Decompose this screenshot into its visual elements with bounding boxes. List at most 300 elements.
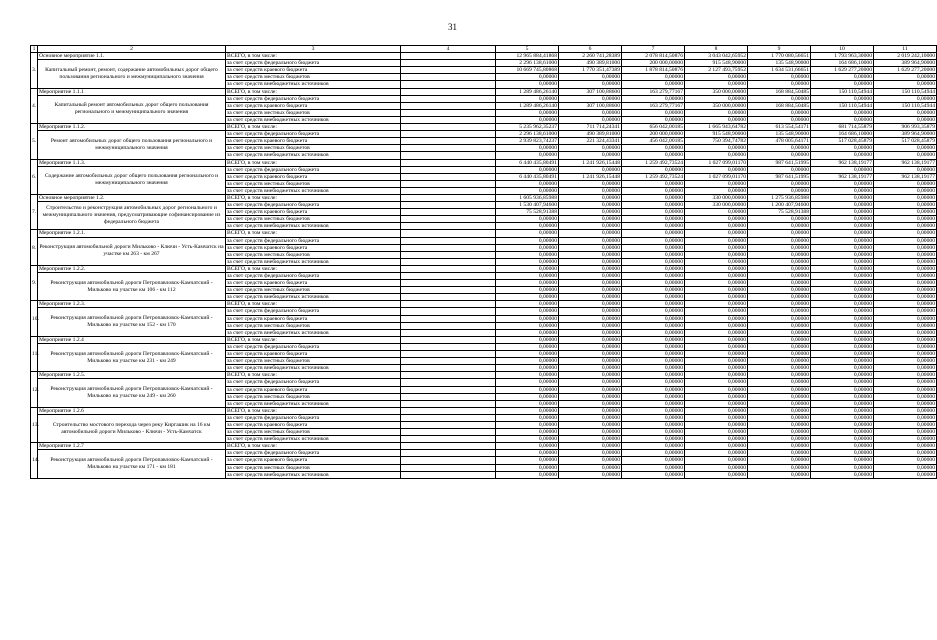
value-cell: 0,00000 [559,202,622,209]
value-cell: 0,00000 [622,237,685,244]
value-cell: 0,00000 [748,471,811,478]
value-cell: 0,00000 [811,471,874,478]
value-cell: 0,00000 [748,322,811,329]
value-cell: 0,00000 [748,265,811,272]
value-cell: 0,00000 [748,287,811,294]
table-row [31,88,937,95]
value-cell: 0,00000 [622,393,685,400]
value-cell: 0,00000 [559,166,622,173]
value-cell: 0,00000 [559,280,622,287]
table-row [31,443,937,450]
value-cell: 0,00000 [748,358,811,365]
value-cell: 0,00000 [748,464,811,471]
column-header: 8 [685,46,748,53]
value-cell: 0,00000 [685,273,748,280]
value-cell: 0,00000 [622,372,685,379]
value-cell: 0,00000 [622,265,685,272]
value-cell: 0,00000 [685,414,748,421]
column-header: 7 [622,46,685,53]
value-cell: 0,00000 [874,180,937,187]
value-cell: 0,00000 [874,450,937,457]
value-cell: 0,00000 [748,365,811,372]
row-index: 12. [31,372,38,407]
value-cell: 0,00000 [559,414,622,421]
value-cell: 681 714,55879 [811,124,874,131]
value-cell: 0,00000 [874,464,937,471]
value-cell: 0,00000 [622,457,685,464]
value-cell: 0,00000 [496,294,559,301]
value-cell: 478 005,64171 [748,138,811,145]
value-cell: 0,00000 [496,450,559,457]
value-cell: 0,00000 [622,194,685,201]
value-cell: 221 324,43341 [559,138,622,145]
value-cell: 0,00000 [559,443,622,450]
funding-source: за счет средств краевого бюджета [226,386,401,393]
value-cell: 0,00000 [622,251,685,258]
value-cell: 0,00000 [559,393,622,400]
value-cell: 0,00000 [685,407,748,414]
table-row [31,60,937,67]
funding-source: за счет средств краевого бюджета [226,138,401,145]
column-header: 1 [31,46,38,53]
value-cell: 0,00000 [748,81,811,88]
value-cell: 0,00000 [559,187,622,194]
funding-source: за счет средств внебюджетных источников [226,187,401,194]
value-cell: 0,00000 [685,393,748,400]
value-cell: 1 289 486,26140 [496,102,559,109]
value-cell: 0,00000 [811,421,874,428]
value-cell: 0,00000 [622,365,685,372]
value-cell: 0,00000 [874,202,937,209]
value-cell: 987 641,51995 [748,159,811,166]
row-index: 6. [31,159,38,194]
empty-cell [401,414,496,421]
value-cell: 0,00000 [748,457,811,464]
value-cell: 0,00000 [496,81,559,88]
value-cell: 389 964,90000 [874,60,937,67]
value-cell: 0,00000 [874,209,937,216]
value-cell: 0,00000 [622,244,685,251]
value-cell: 0,00000 [811,329,874,336]
value-cell: 0,00000 [811,116,874,123]
value-cell: 0,00000 [496,351,559,358]
value-cell: 0,00000 [748,74,811,81]
value-cell: 0,00000 [685,450,748,457]
value-cell: 0,00000 [559,145,622,152]
value-cell: 0,00000 [559,464,622,471]
value-cell: 0,00000 [622,464,685,471]
value-cell: 0,00000 [748,450,811,457]
value-cell: 0,00000 [559,216,622,223]
value-cell: 656 042,00185 [622,124,685,131]
value-cell: 0,00000 [622,187,685,194]
empty-cell [401,372,496,379]
table-row [31,237,937,244]
value-cell: 0,00000 [748,152,811,159]
empty-cell [401,436,496,443]
column-header: 9 [748,46,811,53]
measure-name: Реконструкция автомобильной дороги Петропавловск-Камчатский - Мильково на участке км 106 - км 112 [38,273,226,301]
value-cell: 330 000,00000 [685,194,748,201]
value-cell: 0,00000 [559,116,622,123]
funding-source: за счет средств федерального бюджета [226,414,401,421]
value-cell: 0,00000 [559,109,622,116]
funding-source: за счет средств краевого бюджета [226,244,401,251]
empty-cell [401,194,496,201]
value-cell: 0,00000 [622,329,685,336]
value-cell: 0,00000 [811,393,874,400]
value-cell: 0,00000 [559,180,622,187]
table-row [31,372,937,379]
value-cell: 0,00000 [622,109,685,116]
funding-source: ВСЕГО, в том числе: [226,336,401,343]
value-cell: 0,00000 [748,379,811,386]
value-cell: 1 629 277,20000 [874,67,937,74]
funding-source: за счет средств федерального бюджета [226,60,401,67]
value-cell: 0,00000 [685,145,748,152]
value-cell: 0,00000 [559,237,622,244]
empty-cell [401,202,496,209]
value-cell: 0,00000 [496,315,559,322]
value-cell: 0,00000 [811,74,874,81]
value-cell: 168 884,50485 [748,88,811,95]
funding-source: за счет средств местных бюджетов [226,429,401,436]
table-row [31,343,937,350]
funding-source: ВСЕГО, в том числе: [226,301,401,308]
column-header: 2 [38,46,226,53]
value-cell: 0,00000 [874,81,937,88]
value-cell: 0,00000 [748,308,811,315]
value-cell: 0,00000 [874,244,937,251]
value-cell: 0,00000 [496,265,559,272]
value-cell: 0,00000 [622,308,685,315]
value-cell: 0,00000 [559,265,622,272]
row-index: 9. [31,265,38,300]
funding-source: за счет средств местных бюджетов [226,145,401,152]
value-cell: 0,00000 [811,287,874,294]
empty-cell [401,152,496,159]
value-cell: 0,00000 [496,393,559,400]
value-cell: 915 548,90000 [685,60,748,67]
value-cell: 0,00000 [874,187,937,194]
empty-cell [401,429,496,436]
value-cell: 0,00000 [874,343,937,350]
empty-cell [401,88,496,95]
value-cell: 0,00000 [496,329,559,336]
value-cell: 0,00000 [874,265,937,272]
measure-name: Строительство мостового перехода через реку Киргашик на 16 км автомобильной дороги Мильково - Ключи - Усть-Камчатск [38,414,226,442]
value-cell: 0,00000 [811,315,874,322]
value-cell: 0,00000 [811,230,874,237]
value-cell: 0,00000 [685,443,748,450]
value-cell: 0,00000 [874,258,937,265]
value-cell: 0,00000 [622,273,685,280]
empty-cell [401,280,496,287]
value-cell: 0,00000 [496,443,559,450]
value-cell: 0,00000 [559,152,622,159]
value-cell: 0,00000 [685,457,748,464]
value-cell: 0,00000 [811,180,874,187]
value-cell: 0,00000 [874,457,937,464]
value-cell: 135 548,90000 [748,60,811,67]
empty-cell [401,443,496,450]
funding-source: за счет средств краевого бюджета [226,67,401,74]
value-cell: 0,00000 [622,152,685,159]
value-cell: 0,00000 [748,414,811,421]
column-header: 10 [811,46,874,53]
funding-source: за счет средств федерального бюджета [226,95,401,102]
value-cell: 0,00000 [874,379,937,386]
value-cell: 0,00000 [748,386,811,393]
value-cell: 0,00000 [811,301,874,308]
value-cell: 0,00000 [622,429,685,436]
empty-cell [401,166,496,173]
empty-cell [401,230,496,237]
funding-source: за счет средств федерального бюджета [226,273,401,280]
value-cell: 0,00000 [874,386,937,393]
value-cell: 0,00000 [622,209,685,216]
funding-source: за счет средств краевого бюджета [226,280,401,287]
funding-source: ВСЕГО, в том числе: [226,407,401,414]
value-cell: 0,00000 [685,244,748,251]
value-cell: 0,00000 [685,287,748,294]
value-cell: 1 027 099,01170 [685,159,748,166]
measure-title: Мероприятие 1.2.1. [38,230,226,237]
value-cell: 0,00000 [811,258,874,265]
value-cell: 3 043 042,65952 [685,53,748,60]
value-cell: 456 042,00185 [622,138,685,145]
value-cell: 0,00000 [811,443,874,450]
value-cell: 962 138,19177 [811,159,874,166]
value-cell: 0,00000 [811,379,874,386]
funding-source: за счет средств краевого бюджета [226,209,401,216]
value-cell: 200 000,00000 [622,131,685,138]
value-cell: 164 686,10000 [811,131,874,138]
value-cell: 0,00000 [622,443,685,450]
value-cell: 0,00000 [874,393,937,400]
measure-name: Реконструкция автомобильной дороги Петропавловск-Камчатский - Мильково на участке км 171 - км 181 [38,450,226,478]
value-cell: 389 964,90000 [874,131,937,138]
value-cell: 0,00000 [622,216,685,223]
value-cell: 0,00000 [748,436,811,443]
value-cell: 0,00000 [748,336,811,343]
value-cell: 1 665 943,64782 [685,124,748,131]
value-cell: 0,00000 [559,194,622,201]
value-cell: 0,00000 [874,322,937,329]
value-cell: 0,00000 [496,287,559,294]
value-cell: 0,00000 [811,372,874,379]
empty-cell [401,131,496,138]
value-cell: 0,00000 [685,301,748,308]
value-cell: 0,00000 [559,407,622,414]
measure-name: Реконструкция автомобильной дороги Петропавловск-Камчатский - Мильково на участке км 152 - км 170 [38,308,226,336]
value-cell: 0,00000 [559,244,622,251]
funding-source: за счет средств федерального бюджета [226,379,401,386]
value-cell: 0,00000 [748,315,811,322]
value-cell: 0,00000 [559,223,622,230]
funding-source: за счет средств местных бюджетов [226,358,401,365]
value-cell: 0,00000 [748,301,811,308]
value-cell: 2 127 493,75952 [685,67,748,74]
empty-cell [401,223,496,230]
value-cell: 0,00000 [622,280,685,287]
value-cell: 0,00000 [496,358,559,365]
value-cell: 0,00000 [874,166,937,173]
measure-title: Мероприятие 1.2.4 [38,336,226,343]
funding-source: за счет средств федерального бюджета [226,308,401,315]
table-row [31,53,937,60]
empty-cell [401,365,496,372]
value-cell: 0,00000 [748,109,811,116]
value-cell: 0,00000 [811,237,874,244]
value-cell: 307 100,88600 [559,88,622,95]
value-cell: 0,00000 [811,209,874,216]
value-cell: 0,00000 [496,407,559,414]
value-cell: 350 000,00000 [685,102,748,109]
value-cell: 0,00000 [685,358,748,365]
column-header: 3 [226,46,401,53]
value-cell: 0,00000 [559,421,622,428]
value-cell: 0,00000 [685,400,748,407]
funding-source: за счет средств местных бюджетов [226,109,401,116]
table-row [31,308,937,315]
value-cell: 1 259 492,73524 [622,173,685,180]
empty-cell [401,457,496,464]
value-cell: 0,00000 [559,301,622,308]
empty-cell [401,273,496,280]
measure-title: Мероприятие 1.1.2. [38,124,226,131]
measure-name: Ремонт автомобильных дорог общего пользования регионального и межмуниципального значения [38,131,226,159]
value-cell: 0,00000 [748,216,811,223]
value-cell: 987 641,51995 [748,173,811,180]
empty-cell [401,301,496,308]
value-cell: 0,00000 [496,230,559,237]
empty-cell [401,379,496,386]
value-cell: 0,00000 [496,166,559,173]
value-cell: 0,00000 [496,379,559,386]
value-cell: 0,00000 [874,145,937,152]
empty-cell [401,216,496,223]
funding-source: за счет средств внебюджетных источников [226,152,401,159]
value-cell: 517 028,45879 [811,138,874,145]
value-cell: 0,00000 [496,365,559,372]
value-cell: 0,00000 [811,95,874,102]
value-cell: 163 279,77167 [622,102,685,109]
value-cell: 12 965 884,41868 [496,53,559,60]
value-cell: 0,00000 [874,365,937,372]
measure-title: Мероприятие 1.2.6 [38,407,226,414]
value-cell: 0,00000 [622,301,685,308]
value-cell: 0,00000 [748,273,811,280]
value-cell: 0,00000 [496,421,559,428]
value-cell: 0,00000 [748,223,811,230]
value-cell: 2 019 242,10000 [874,53,937,60]
empty-cell [401,400,496,407]
table-row [31,194,937,201]
empty-cell [401,173,496,180]
value-cell: 0,00000 [874,116,937,123]
value-cell: 0,00000 [559,400,622,407]
value-cell: 330 000,00000 [685,202,748,209]
value-cell: 0,00000 [748,166,811,173]
value-cell: 0,00000 [685,95,748,102]
value-cell: 0,00000 [559,343,622,350]
value-cell: 0,00000 [496,343,559,350]
value-cell: 0,00000 [811,322,874,329]
value-cell: 0,00000 [811,273,874,280]
value-cell: 0,00000 [685,315,748,322]
empty-cell [401,393,496,400]
value-cell: 0,00000 [748,116,811,123]
value-cell: 0,00000 [559,436,622,443]
value-cell: 0,00000 [811,265,874,272]
funding-source: ВСЕГО, в том числе: [226,265,401,272]
value-cell: 0,00000 [622,202,685,209]
value-cell: 0,00000 [748,443,811,450]
value-cell: 0,00000 [496,322,559,329]
empty-cell [401,209,496,216]
value-cell: 0,00000 [874,95,937,102]
value-cell: 0,00000 [685,251,748,258]
empty-cell [401,358,496,365]
value-cell: 0,00000 [748,372,811,379]
value-cell: 0,00000 [559,358,622,365]
value-cell: 0,00000 [685,386,748,393]
table-row [31,273,937,280]
value-cell: 0,00000 [874,358,937,365]
value-cell: 0,00000 [748,258,811,265]
measure-title: Мероприятие 1.2.7 [38,443,226,450]
value-cell: 0,00000 [811,351,874,358]
funding-source: за счет средств федерального бюджета [226,202,401,209]
value-cell: 0,00000 [496,273,559,280]
value-cell: 0,00000 [811,194,874,201]
funding-source: ВСЕГО, в том числе: [226,53,401,60]
value-cell: 0,00000 [811,81,874,88]
value-cell: 0,00000 [559,315,622,322]
value-cell: 0,00000 [496,223,559,230]
value-cell: 0,00000 [496,429,559,436]
value-cell: 0,00000 [496,308,559,315]
value-cell: 0,00000 [622,95,685,102]
value-cell: 0,00000 [874,301,937,308]
value-cell: 0,00000 [559,429,622,436]
value-cell: 0,00000 [874,372,937,379]
value-cell: 1 289 486,26140 [496,88,559,95]
column-header: 4 [401,46,496,53]
value-cell: 0,00000 [685,336,748,343]
value-cell: 0,00000 [874,223,937,230]
value-cell: 0,00000 [685,109,748,116]
funding-source: за счет средств внебюджетных источников [226,116,401,123]
value-cell: 0,00000 [496,372,559,379]
value-cell: 613 554,54171 [748,124,811,131]
empty-cell [401,464,496,471]
value-cell: 0,00000 [748,145,811,152]
row-index: 10. [31,301,38,336]
empty-cell [401,386,496,393]
value-cell: 0,00000 [622,471,685,478]
value-cell: 0,00000 [622,400,685,407]
empty-cell [401,308,496,315]
value-cell: 0,00000 [685,294,748,301]
value-cell: 0,00000 [811,464,874,471]
funding-source: за счет средств внебюджетных источников [226,258,401,265]
value-cell: 0,00000 [559,308,622,315]
empty-cell [401,95,496,102]
value-cell: 0,00000 [811,244,874,251]
value-cell: 0,00000 [496,414,559,421]
